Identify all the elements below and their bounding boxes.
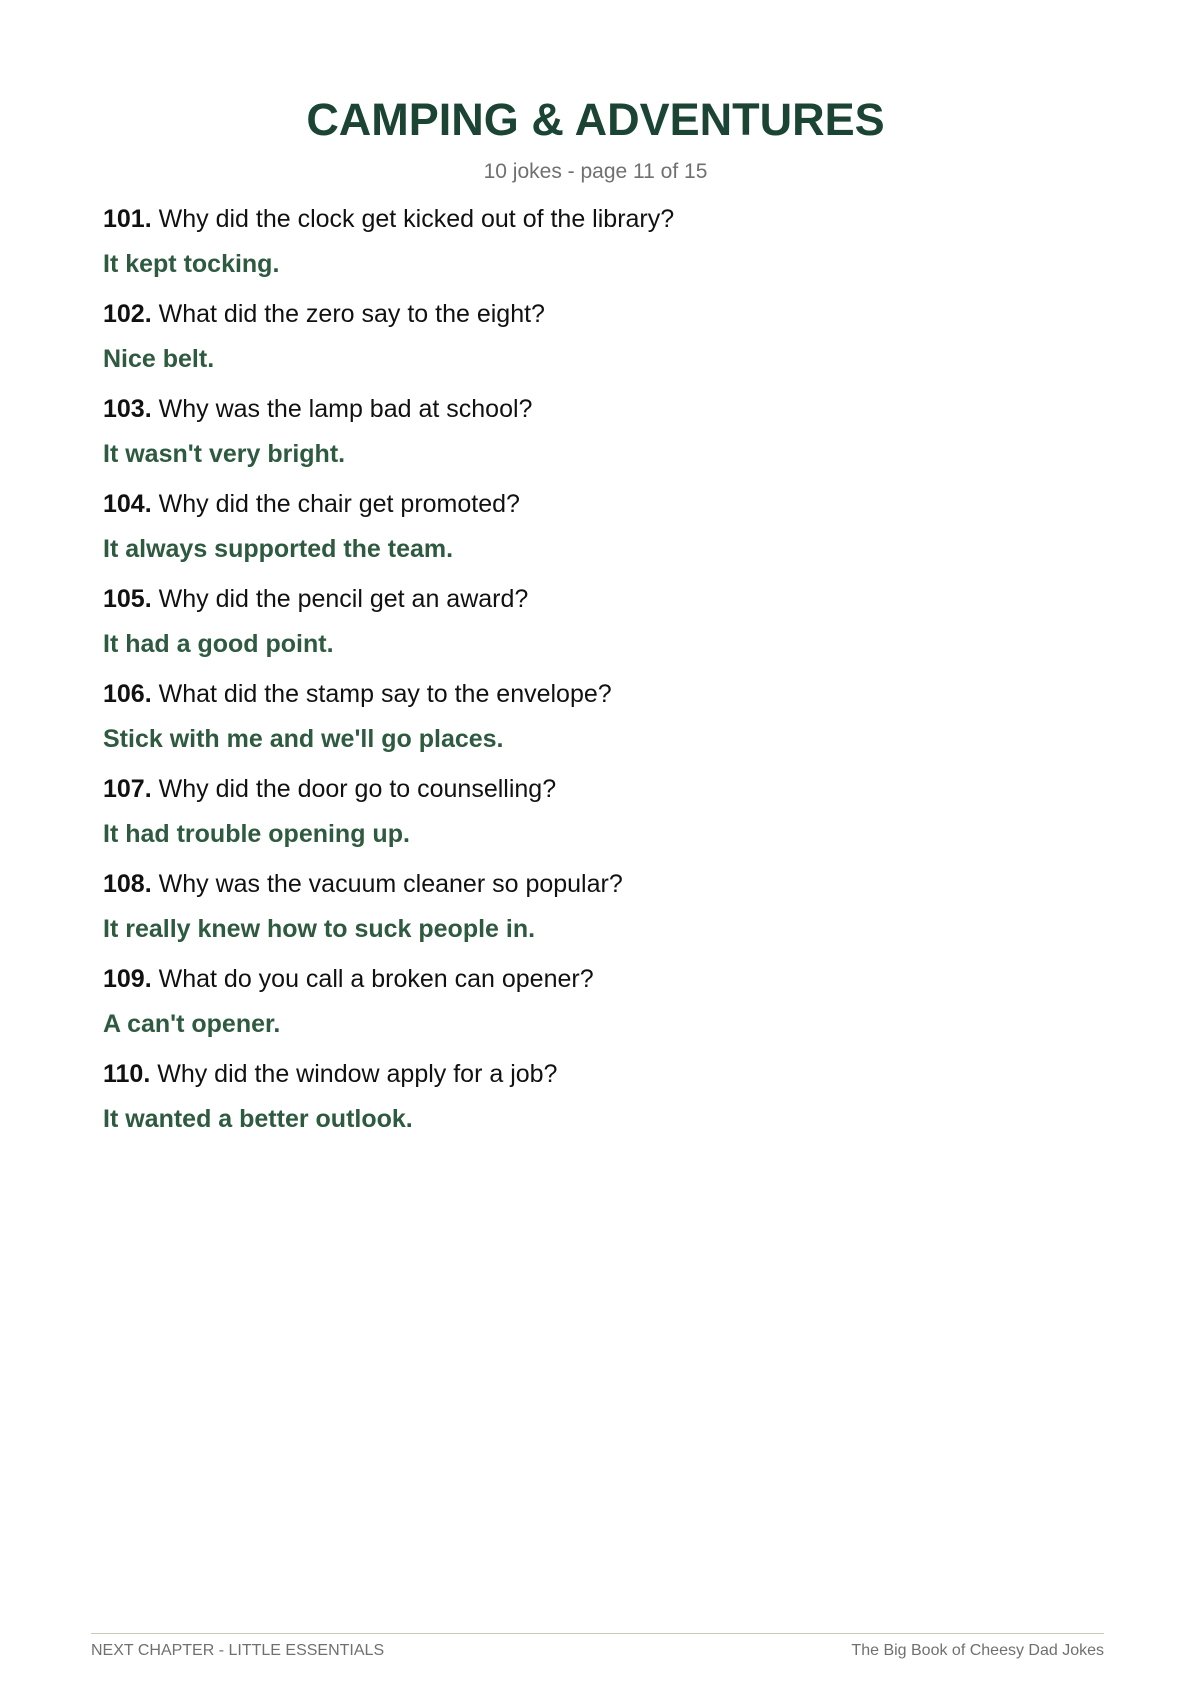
joke-answer: A can't opener. (103, 1010, 281, 1038)
joke-answer: Stick with me and we'll go places. (103, 725, 504, 753)
joke-number: 110. (103, 1060, 151, 1088)
joke-question (103, 1059, 1103, 1104)
joke-question-text: Why did the door go to counselling? (158, 775, 557, 803)
joke-item (103, 964, 1103, 1059)
page-title: CAMPING & ADVENTURES (306, 94, 885, 145)
footer-book-title: The Big Book of Cheesy Dad Jokes (851, 1642, 1104, 1659)
joke-number: 107. (103, 775, 152, 803)
joke-answer: It kept tocking. (103, 250, 280, 278)
joke-question-text: What do you call a broken can opener? (158, 965, 594, 993)
joke-question-text: Why did the chair get promoted? (158, 490, 520, 518)
joke-question (103, 774, 1103, 819)
joke-number: 109. (103, 965, 152, 993)
joke-item (103, 394, 1103, 489)
footer-chapter-label: NEXT CHAPTER - LITTLE ESSENTIALS (91, 1642, 385, 1659)
joke-number: 104. (103, 490, 152, 518)
joke-question-text: What did the stamp say to the envelope? (158, 680, 612, 708)
joke-answer: It had a good point. (103, 630, 334, 658)
joke-item (103, 774, 1103, 869)
joke-answer: It had trouble opening up. (103, 820, 410, 848)
joke-question-text: What did the zero say to the eight? (158, 300, 545, 328)
joke-answer: It always supported the team. (103, 535, 454, 563)
joke-answer: Nice belt. (103, 345, 215, 373)
joke-item (103, 679, 1103, 774)
joke-number: 106. (103, 680, 152, 708)
joke-question-text: Why was the lamp bad at school? (158, 395, 533, 423)
joke-item (103, 299, 1103, 394)
joke-number: 108. (103, 870, 152, 898)
joke-item (103, 1059, 1103, 1154)
joke-question-text: Why did the window apply for a job? (157, 1060, 558, 1088)
footer-divider (91, 1633, 1104, 1634)
joke-item (103, 489, 1103, 584)
joke-answer: It really knew how to suck people in. (103, 915, 536, 943)
joke-question (103, 394, 1103, 439)
joke-question (103, 584, 1103, 629)
joke-number: 103. (103, 395, 152, 423)
joke-item (103, 204, 1103, 299)
joke-question (103, 679, 1103, 724)
joke-question (103, 204, 1103, 249)
joke-question (103, 489, 1103, 534)
page-subtitle: 10 jokes - page 11 of 15 (483, 160, 708, 183)
joke-question (103, 869, 1103, 914)
joke-list (103, 204, 1103, 1154)
joke-answer: It wasn't very bright. (103, 440, 346, 468)
joke-number: 105. (103, 585, 152, 613)
joke-item (103, 869, 1103, 964)
joke-question-text: Why did the pencil get an award? (158, 585, 529, 613)
joke-item (103, 584, 1103, 679)
joke-number: 102. (103, 300, 152, 328)
joke-question-text: Why did the clock get kicked out of the library? (158, 205, 675, 233)
joke-question-text: Why was the vacuum cleaner so popular? (158, 870, 623, 898)
joke-question (103, 299, 1103, 344)
joke-question (103, 964, 1103, 1009)
joke-answer: It wanted a better outlook. (103, 1105, 413, 1133)
joke-number: 101. (103, 205, 152, 233)
